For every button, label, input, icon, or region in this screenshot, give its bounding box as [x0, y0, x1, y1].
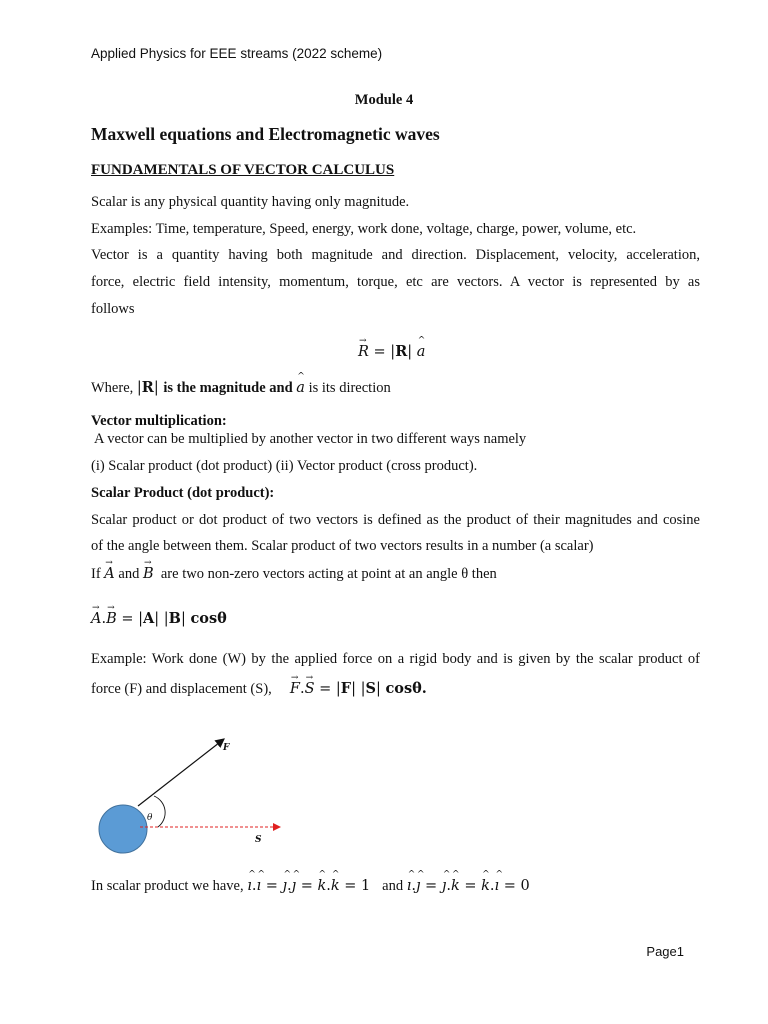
vector-multiplication-types: (i) Scalar product (dot product) (ii) Vector product (cross product). — [91, 458, 478, 474]
if-vector-a: → A — [104, 566, 114, 582]
unit-relations-prefix: In scalar product we have, — [91, 878, 244, 894]
where-bold-text: is the magnitude and — [163, 380, 293, 396]
dot-magnitude-b: B — [168, 610, 181, 627]
work-vector-f: → F — [290, 681, 300, 697]
dot-vector-a: → A — [91, 611, 101, 627]
if-vector-b: → B — [143, 566, 154, 582]
work-cos-theta: cosθ. — [385, 680, 427, 697]
unit-i-1: ^ ı — [247, 878, 252, 894]
module-label: Module 4 — [354, 92, 414, 108]
scalar-product-def-line-1: Scalar product or dot product of two vectors is defined as the product of their magnitudes and cosine — [91, 512, 700, 528]
if-suffix: are two non-zero vectors acting at point at an angle θ then — [160, 566, 497, 582]
if-and: and — [118, 566, 140, 582]
scalar-product-def-line-2: of the angle between them. Scalar product of two vectors results in a number (a scalar) — [91, 538, 594, 554]
if-line — [91, 566, 497, 583]
unit-k-3: ^ k — [451, 878, 460, 894]
unit-zero: 0 — [520, 878, 530, 894]
running-header: Applied Physics for EEE streams (2022 scheme) — [91, 46, 383, 61]
force-label: F — [223, 743, 230, 753]
work-vector-s: → S — [305, 681, 315, 697]
displacement-label: S — [255, 835, 262, 845]
vector-multiplication-heading: Vector multiplication: — [91, 413, 227, 429]
work-magnitude-f: F — [340, 680, 352, 697]
example-line-2 — [91, 680, 427, 698]
unit-k-4: ^ k — [481, 878, 490, 894]
example-line-1: Example: Work done (W) by the applied force on a rigid body and is given by the scalar product of — [91, 651, 700, 667]
unit-i-2: ^ ı — [256, 878, 261, 894]
unit-vector-a: ^ a — [417, 344, 426, 360]
magnitude-r: R — [395, 343, 408, 360]
unit-i-3: ^ ı — [407, 878, 412, 894]
unit-j-1: ^ ȷ — [282, 878, 287, 894]
where-magnitude-r: R — [141, 379, 154, 396]
scalar-product-heading: Scalar Product (dot product): — [91, 485, 275, 501]
vector-definition-line-1: Vector is a quantity having both magnitude and direction. Displacement, velocity, acceleration, — [91, 247, 700, 263]
dot-magnitude-a: A — [143, 610, 155, 627]
work-equation: → F.→ S = |F| |S| cosθ. — [290, 681, 427, 697]
where-unit-vector: ^ a — [296, 380, 305, 396]
unit-i-4: ^ ı — [495, 878, 500, 894]
force-displacement-figure — [90, 730, 310, 860]
scalar-examples: Examples: Time, temperature, Speed, energy, work done, voltage, charge, power, volume, etc. — [91, 221, 637, 237]
unit-j-4: ^ ȷ — [442, 878, 447, 894]
work-magnitude-s: S — [365, 680, 376, 697]
scalar-definition: Scalar is any physical quantity having only magnitude. — [91, 194, 410, 210]
rigid-body-circle — [99, 805, 147, 853]
section-title: FUNDAMENTALS OF VECTOR CALCULUS — [91, 162, 395, 178]
angle-arc — [154, 796, 165, 827]
page-number: Page1 — [646, 944, 684, 959]
unit-vector-relations: In scalar product we have, ^ ı.^ ı = ^ ȷ.^ ȷ = ^ k.^ k = 1 and ^ ı.^ ȷ = ^ ȷ.^ k = ^ k.^ ı = 0 — [91, 878, 530, 895]
where-suffix: is its direction — [308, 380, 391, 396]
unit-k-1: ^ k — [317, 878, 326, 894]
chapter-title: Maxwell equations and Electromagnetic waves — [91, 124, 440, 144]
vector-definition-line-3: follows — [91, 301, 135, 317]
unit-relations-and: and — [382, 878, 404, 894]
where-prefix: Where, — [91, 380, 134, 396]
unit-k-2: ^ k — [331, 878, 340, 894]
vector-definition-line-2: force, electric field intensity, momentum, torque, etc are vectors. A vector is represented by as — [91, 274, 700, 290]
vector-r-symbol: → R — [358, 344, 369, 360]
dot-cos-theta: cosθ — [190, 610, 227, 627]
force-vector-arrow — [138, 739, 224, 806]
if-prefix: If — [91, 566, 101, 582]
dot-product-equation: → A.→ B = |A| |B| cosθ — [91, 610, 227, 627]
angle-theta-label: θ — [147, 813, 153, 823]
unit-one: 1 — [361, 878, 371, 894]
vector-multiplication-text: A vector can be multiplied by another vector in two different ways namely — [94, 431, 527, 447]
unit-j-2: ^ ȷ — [292, 878, 297, 894]
unit-j-3: ^ ȷ — [416, 878, 421, 894]
dot-vector-b: → B — [106, 611, 117, 627]
vector-representation-equation: → R = |R| ^ a — [358, 343, 425, 360]
example-line-2-prefix: force (F) and displacement (S), — [91, 681, 272, 697]
where-line: Where, |R| is the magnitude and ^ a is its direction — [91, 379, 391, 397]
